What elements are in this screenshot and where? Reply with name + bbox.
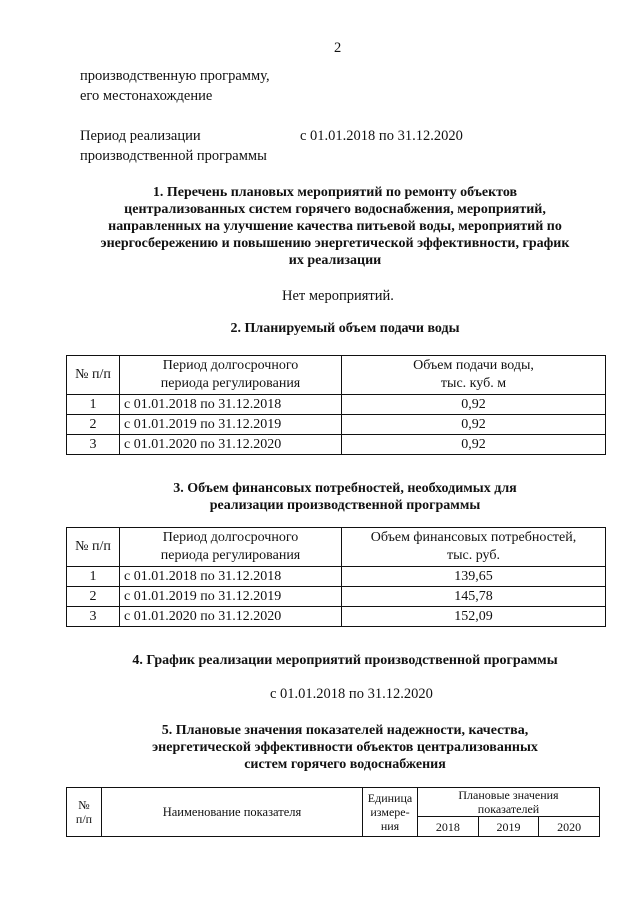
header-unit [363, 788, 418, 837]
header-num: № п/п [67, 528, 120, 567]
row-value: 0,92 [342, 395, 606, 415]
supply-volume-table [66, 355, 606, 455]
section1-note: Нет мероприятий. [282, 288, 394, 304]
header-value-line-1: Объем подачи воды, [413, 358, 534, 373]
section4-title: 4. График реализации мероприятий производственной программы [132, 653, 558, 668]
header-plan-line-2: показателей [477, 802, 540, 816]
header-num: № п/п [67, 356, 120, 395]
header-period-line-1: Период долгосрочного [162, 530, 299, 545]
row-number: 3 [67, 435, 120, 455]
row-number: 2 [67, 587, 120, 607]
header-plan-line-1: Плановые значения [458, 788, 559, 802]
row-value: 145,78 [342, 587, 606, 607]
section5-heading-line: 5. Плановые значения показателей надежности, качества, [161, 723, 529, 738]
row-period: с 01.01.2018 по 31.12.2018 [120, 567, 342, 587]
header-num-line-1: № [78, 798, 90, 812]
header-year-2019: 2019 [478, 817, 539, 837]
header-value-line-2: тыс. куб. м [440, 376, 507, 391]
row-period: с 01.01.2020 по 31.12.2020 [120, 435, 342, 455]
section1-heading-line: 1. Перечень плановых мероприятий по ремонту объектов [152, 185, 518, 200]
section5-heading-line: систем горячего водоснабжения [244, 757, 446, 772]
section2-title: 2. Планируемый объем подачи воды [230, 321, 460, 336]
header-value [342, 356, 606, 395]
section3-title-line-1: 3. Объем финансовых потребностей, необходимых для [173, 481, 517, 496]
section3-title [60, 480, 630, 514]
row-value: 152,09 [342, 607, 606, 627]
header-indicator-name: Наименование показателя [102, 788, 363, 837]
section1-heading-line: направленных на улучшение качества питьевой воды, мероприятий по [108, 219, 562, 234]
header-unit-line-3: ния [380, 819, 400, 833]
row-period: с 01.01.2019 по 31.12.2019 [120, 587, 342, 607]
row-period: с 01.01.2018 по 31.12.2018 [120, 395, 342, 415]
row-value: 0,92 [342, 435, 606, 455]
row-number: 1 [67, 567, 120, 587]
header-period [120, 356, 342, 395]
row-number: 1 [67, 395, 120, 415]
header-num [67, 788, 102, 837]
section5-heading-line: энергетической эффективности объектов централизованных [152, 740, 538, 755]
table-row [67, 607, 606, 627]
header-period-line-2: периода регулирования [160, 548, 301, 563]
header-plan-values [418, 788, 600, 817]
header-period-line-1: Период долгосрочного [162, 358, 299, 373]
table-header-row [67, 788, 600, 817]
table-row [67, 395, 606, 415]
table-row [67, 435, 606, 455]
header-value-line-2: тыс. руб. [447, 548, 500, 563]
section1-heading-line: энергосбережению и повышению энергетической эффективности, график [100, 236, 570, 251]
table-row [67, 415, 606, 435]
row-period: с 01.01.2020 по 31.12.2020 [120, 607, 342, 627]
section5-heading [60, 722, 630, 773]
intro-line-1: производственную программу, [80, 68, 270, 84]
section3-title-line-2: реализации производственной программы [209, 498, 481, 513]
header-period [120, 528, 342, 567]
header-unit-line-1: Единица [367, 791, 413, 805]
header-year-2020: 2020 [539, 817, 600, 837]
section4-period: с 01.01.2018 по 31.12.2020 [270, 686, 433, 702]
financial-needs-table [66, 527, 606, 627]
row-number: 2 [67, 415, 120, 435]
row-number: 3 [67, 607, 120, 627]
row-value: 0,92 [342, 415, 606, 435]
row-value: 139,65 [342, 567, 606, 587]
section1-heading [60, 184, 610, 269]
header-value-line-1: Объем финансовых потребностей, [370, 530, 577, 545]
intro-line-2: его местонахождение [80, 88, 213, 104]
table-header-row [67, 356, 606, 395]
section1-heading-line: централизованных систем горячего водоснабжения, мероприятий, [124, 202, 546, 217]
row-period: с 01.01.2019 по 31.12.2019 [120, 415, 342, 435]
table-row [67, 587, 606, 607]
table-header-row [67, 528, 606, 567]
header-year-2018: 2018 [418, 817, 479, 837]
header-period-line-2: периода регулирования [160, 376, 301, 391]
period-label-1: Период реализации [80, 128, 201, 144]
period-label-2: производственной программы [80, 148, 267, 164]
period-value: с 01.01.2018 по 31.12.2020 [300, 128, 463, 144]
header-unit-line-2: измере- [370, 805, 410, 819]
header-value [342, 528, 606, 567]
table-row [67, 567, 606, 587]
page-number: 2 [334, 40, 342, 56]
section1-heading-line: их реализации [288, 253, 382, 268]
header-num-line-2: п/п [75, 812, 93, 826]
indicators-table [66, 787, 600, 837]
